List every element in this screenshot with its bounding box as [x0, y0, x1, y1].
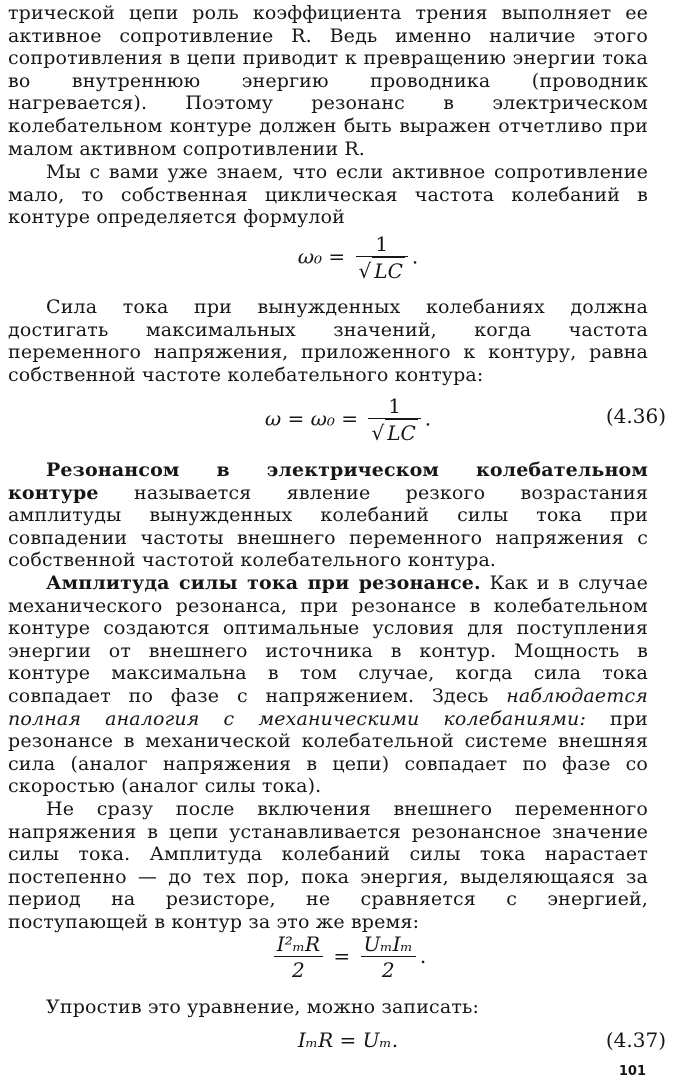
- subheading-amplitude: Амплитуда силы тока при резонансе.: [46, 572, 481, 594]
- formula-resonant-frequency: ω₀ = $\frac{1}{√ LC}$ .: [297, 232, 419, 283]
- formula-lhs: ω = ω₀ =: [264, 406, 359, 431]
- equation-number: (4.36): [605, 404, 666, 428]
- formula-4-36: ω = ω₀ = $\frac{1}{√ LC}$ . (4.36): [264, 394, 666, 445]
- formula-lhs: ω₀ =: [297, 244, 346, 269]
- fraction: $\frac{1}{√ LC}$: [356, 232, 408, 284]
- paragraph-3: Сила тока при вынужденных колебаниях должна достигать максимальных значений, когда частота переменного напряжения, приложенного к контуру, равна собственной частоте колебательного контура:: [8, 296, 648, 386]
- formula-4-37: IₘR = Uₘ. (4.37): [297, 1028, 666, 1052]
- paragraph-7: Упростив это уравнение, можно записать:: [46, 996, 480, 1018]
- page-number: 101: [618, 1064, 646, 1079]
- fraction: $\frac{1}{√ LC}$: [368, 394, 420, 446]
- paragraph-4: Резонансом в электрическом колебательном контуре называется явление резкого возрастания амплитуды вынужденных колебаний силы тока при совпадении частоты внешнего переменного напряжения с собственной частотой колебательного контура.: [8, 459, 648, 572]
- paragraph-5: Амплитуда силы тока при резонансе. Как и в случае механического резонанса, при резонансе в колебательном контуре создаются оптимальные условия для поступления энергии от внешнего источника в контур. Мощность в контуре максимальна в том случае, когда сила тока совпадает по фазе с напряжением. Здесь наблюдается полная аналогия с механическими колебаниями: при резонансе в механической колебательной системе внешняя сила (аналог напряжения в цепи) совпадает по фазе со скоростью (аналог силы тока).: [8, 572, 649, 798]
- paragraph-2: Мы с вами уже знаем, что если активное сопротивление мало, то собственная циклическая частота колебаний в контуре определяется формулой: [8, 161, 648, 229]
- term-resonance: Резонансом в электрическом колебательном контуре: [8, 459, 648, 504]
- paragraph-6: Не сразу после включения внешнего переменного напряжения в цепи устанавливается резонансное значение силы тока. Амплитуда колебаний силы тока нарастает постепенно — до тех пор, пока энергия, выделяющаяся за период на резисторе, не сравняется с энергией, поступающей в контур за это же время:: [8, 798, 648, 933]
- paragraph-1: трической цепи роль коэффициента трения выполняет ее активное сопротивление R. Ведь именно наличие этого сопротивления в цепи приводит к превращению энергии тока во внутреннюю энергию проводника (проводник нагревается). Поэтому резонанс в электрическом колебательном контуре должен быть выражен отчетливо при малом активном сопротивлении R.: [8, 2, 648, 160]
- equation-number: (4.37): [605, 1028, 666, 1052]
- formula-energy-balance: $\frac{\text{I²ₘR}}{2}$ = $\frac{\text{UₘIₘ}}{2}$ .: [8, 932, 668, 983]
